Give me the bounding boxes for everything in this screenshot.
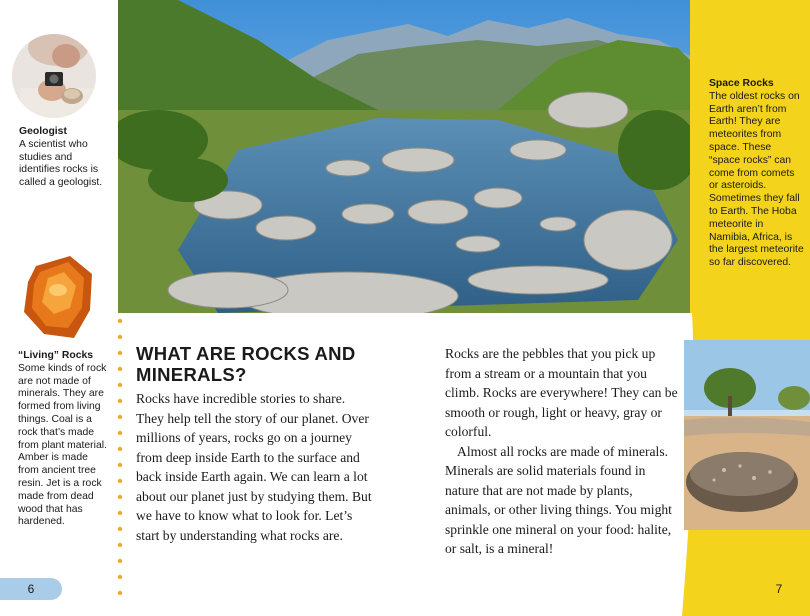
article-column-1 <box>136 389 376 545</box>
living-rocks-heading: “Living” Rocks <box>18 350 94 361</box>
article-column-2 <box>445 344 681 559</box>
page-number-left: 6 <box>0 578 62 600</box>
hero-photo <box>118 0 690 313</box>
mountain-stream-icon <box>118 0 690 313</box>
amber-photo <box>18 252 98 344</box>
amber-stone-icon <box>18 252 98 344</box>
geologist-magnifier-icon <box>12 34 96 118</box>
meteorite-photo <box>684 340 810 530</box>
geologist-photo <box>12 34 96 118</box>
space-rocks-heading: Space Rocks <box>709 78 774 89</box>
article-title: WHAT ARE ROCKS AND MINERALS? <box>136 343 356 385</box>
dotted-divider <box>117 318 123 608</box>
living-rocks-text: Some kinds of rock are not made of minerals. They are formed from living things. Coal is a rock that’s made from plant material. Amber is made from ancient tree resin. Jet is a rock made from dead wood that has hardened. <box>18 362 107 528</box>
hoba-meteorite-icon <box>684 340 810 530</box>
space-rocks-caption <box>709 78 805 270</box>
geologist-caption <box>19 126 111 190</box>
page-number-right: 7 <box>748 578 810 600</box>
geologist-text: A scientist who studies and identifies rocks is called a geologist. <box>19 138 103 189</box>
geologist-heading: Geologist <box>19 126 67 137</box>
article-paragraph-1: Rocks have incredible stories to share. They help tell the story of our planet. Over millions of years, rocks go on a journey from deep inside Earth to the surface and back inside Earth again. We can learn a lot about our planet just by studying them. But we have to know what to look for. Let’s start by understanding what rocks are. <box>136 391 372 543</box>
article-paragraph-2: Rocks are the pebbles that you pick up from a stream or a mountain that you climb. Rocks are everywhere! They can be smooth or rough, light or heavy, gray or colorful. <box>445 346 678 439</box>
left-sidebar <box>0 0 118 616</box>
space-rocks-text: The oldest rocks on Earth aren’t from Earth! They are meteorites from space. These “space rocks” can come from comets or asteroids. Sometimes they fall to Earth. The Hoba meteorite in Namibia, Africa, is the largest meteorite so far discovered. <box>709 90 804 269</box>
living-rocks-caption <box>18 350 110 529</box>
article-paragraph-3: Almost all rocks are made of minerals. Minerals are solid materials found in nature that are not made by plants, animals, or other living things. You might sprinkle one mineral on your food: halite, or salt, is a mineral! <box>445 443 672 556</box>
